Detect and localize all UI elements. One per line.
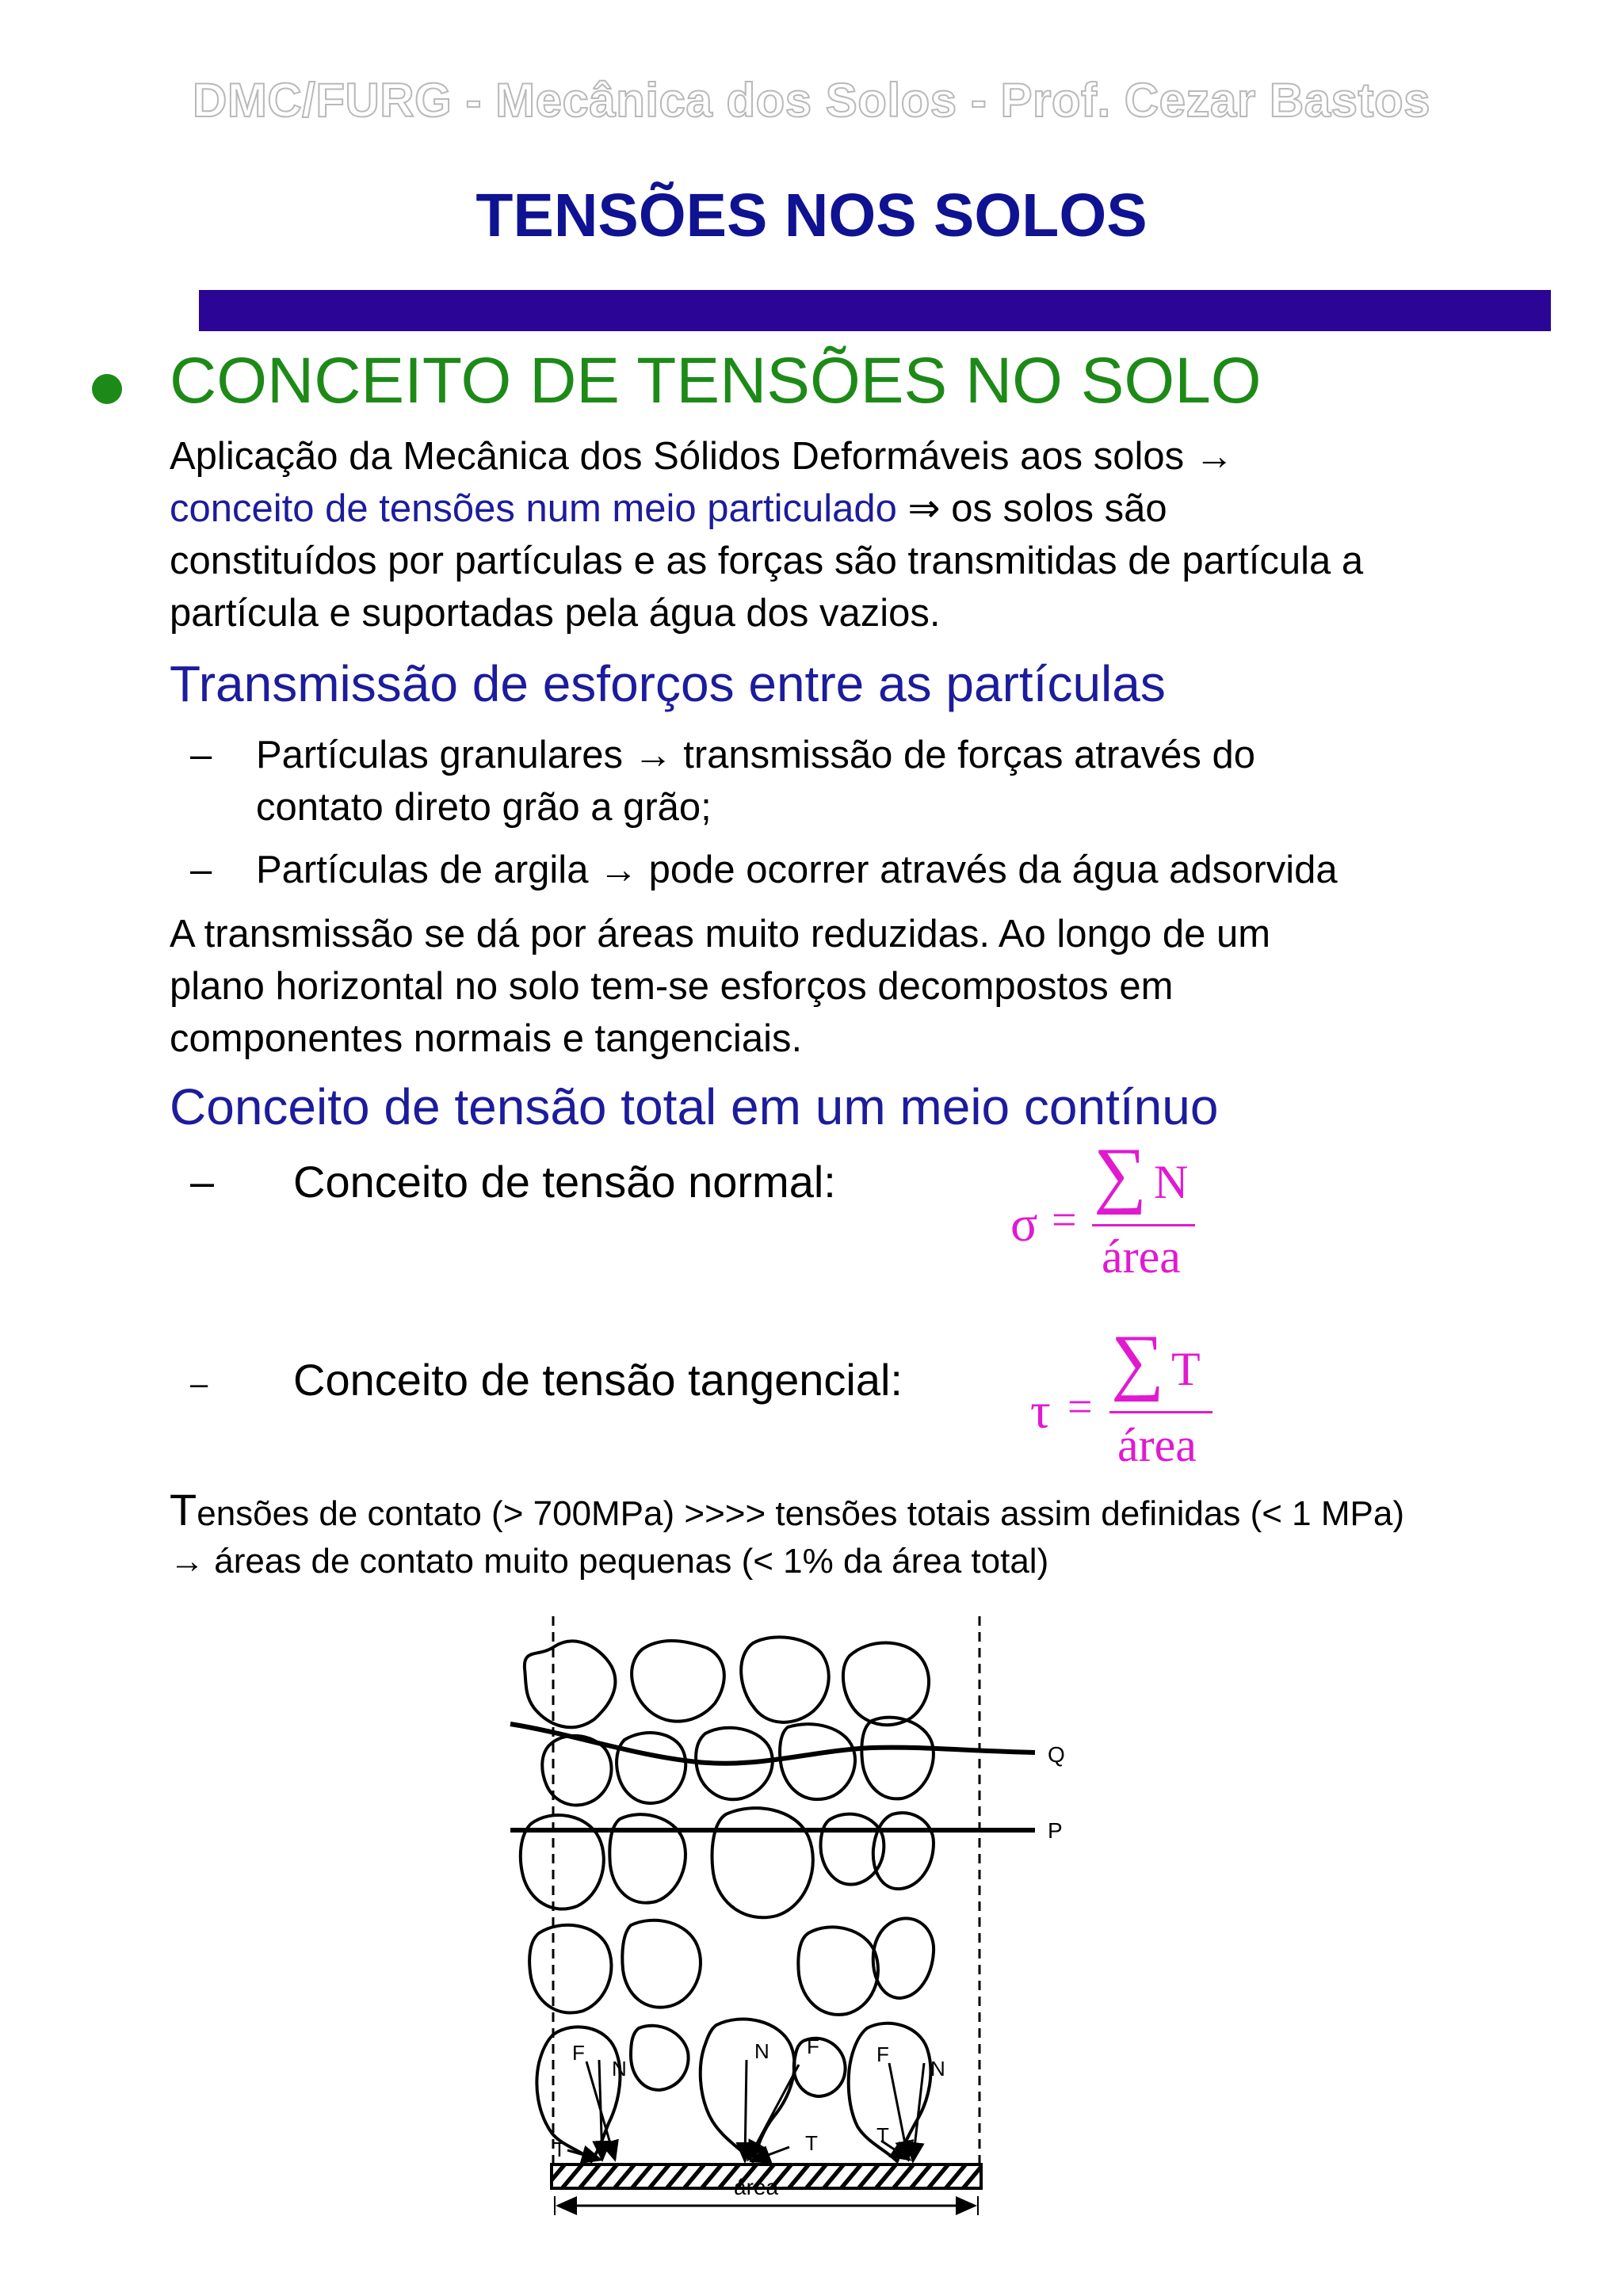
paragraph-line: componentes normais e tangenciais.	[170, 1017, 803, 1060]
paragraph-transmission-areas	[170, 908, 1564, 1065]
intro-line-2-rest: ⇒ os solos são	[896, 487, 1167, 530]
force-f-label: F	[876, 2042, 889, 2066]
denominator-area: área	[1102, 1230, 1181, 1283]
force-t-label: T	[876, 2123, 889, 2147]
subheading-continuum: Conceito de tensão total em um meio contínuo	[170, 1078, 1219, 1135]
list-item	[256, 729, 1564, 833]
force-n-label: N	[930, 2057, 945, 2081]
sigma-symbol: σ	[1010, 1196, 1038, 1252]
fraction-bar	[1092, 1224, 1195, 1226]
summation-icon: ∑	[1094, 1133, 1148, 1215]
intro-line-1: Aplicação da Mecânica dos Sólidos Deformáveis aos solos →	[170, 435, 1234, 478]
list-dash: –	[190, 849, 212, 891]
list-dash: –	[190, 1158, 215, 1206]
force-f-label: F	[572, 2041, 585, 2065]
normal-stress-label: Conceito de tensão normal:	[293, 1157, 836, 1207]
paragraph-line: A transmissão se dá por áreas muito reduzidas. Ao longo de um	[170, 913, 1271, 955]
watermark: DMC/FURG - Mecânica dos Solos - Prof. Cezar Bastos	[193, 74, 1430, 127]
list-item-line: contato direto grão a grão;	[256, 786, 712, 829]
equals-sign: =	[1067, 1383, 1093, 1432]
subheading-transmission: Transmissão de esforços entre as partículas	[170, 655, 1166, 712]
list-dash: –	[190, 734, 212, 776]
note-line-2: → áreas de contato muito pequenas (< 1% da área total)	[170, 1542, 1049, 1581]
intro-highlight: conceito de tensões num meio particulado	[170, 487, 897, 530]
page-title: TENSÕES NOS SOLOS	[475, 181, 1148, 250]
intro-paragraph	[170, 430, 1564, 639]
numerator-n: N	[1154, 1156, 1189, 1208]
denominator-area: área	[1117, 1419, 1197, 1471]
paragraph-line: plano horizontal no solo tem-se esforços decompostos em	[170, 965, 1174, 1008]
force-t-label: T	[805, 2131, 818, 2155]
force-n-label: N	[612, 2057, 627, 2081]
intro-line-4: partícula e suportadas pela água dos vazios.	[170, 592, 941, 635]
tangential-stress-label: Conceito de tensão tangencial:	[293, 1355, 903, 1405]
summation-icon: ∑	[1111, 1320, 1165, 1402]
force-f-label: F	[807, 2035, 819, 2058]
note-line-1-rest: ensões de contato (> 700MPa) >>>> tensões totais assim definidas (< 1 MPa)	[197, 1494, 1404, 1533]
fraction-bar	[1109, 1411, 1212, 1413]
numerator-t: T	[1171, 1343, 1201, 1395]
force-n-label: N	[754, 2039, 769, 2063]
list-item: Partículas de argila → pode ocorrer através da água adsorvida	[256, 849, 1338, 891]
force-t-label: T	[553, 2138, 566, 2161]
equals-sign: =	[1052, 1196, 1077, 1245]
tau-symbol: τ	[1030, 1383, 1051, 1439]
force-labels	[553, 2035, 945, 2161]
note-initial: T	[170, 1485, 197, 1535]
list-dash: –	[190, 1367, 208, 1402]
contact-stress-note	[170, 1486, 1596, 1585]
plane-q-label: Q	[1048, 1742, 1065, 1767]
intro-line-2	[170, 482, 1564, 535]
intro-line-3: constituídos por partículas e as forças são transmitidas de partícula a	[170, 540, 1364, 582]
plane-p-label: P	[1048, 1818, 1063, 1843]
area-label: área	[734, 2175, 779, 2199]
list-item-line: Partículas granulares → transmissão de forças através do	[256, 734, 1255, 776]
particle-outlines	[521, 1637, 934, 2161]
title-underline-bar	[199, 290, 1551, 331]
note-line-1	[170, 1486, 1596, 1538]
section-heading: CONCEITO DE TENSÕES NO SOLO	[170, 345, 1262, 417]
bullet-dot-icon	[92, 374, 122, 404]
soil-particles-figure	[475, 1600, 1109, 2218]
